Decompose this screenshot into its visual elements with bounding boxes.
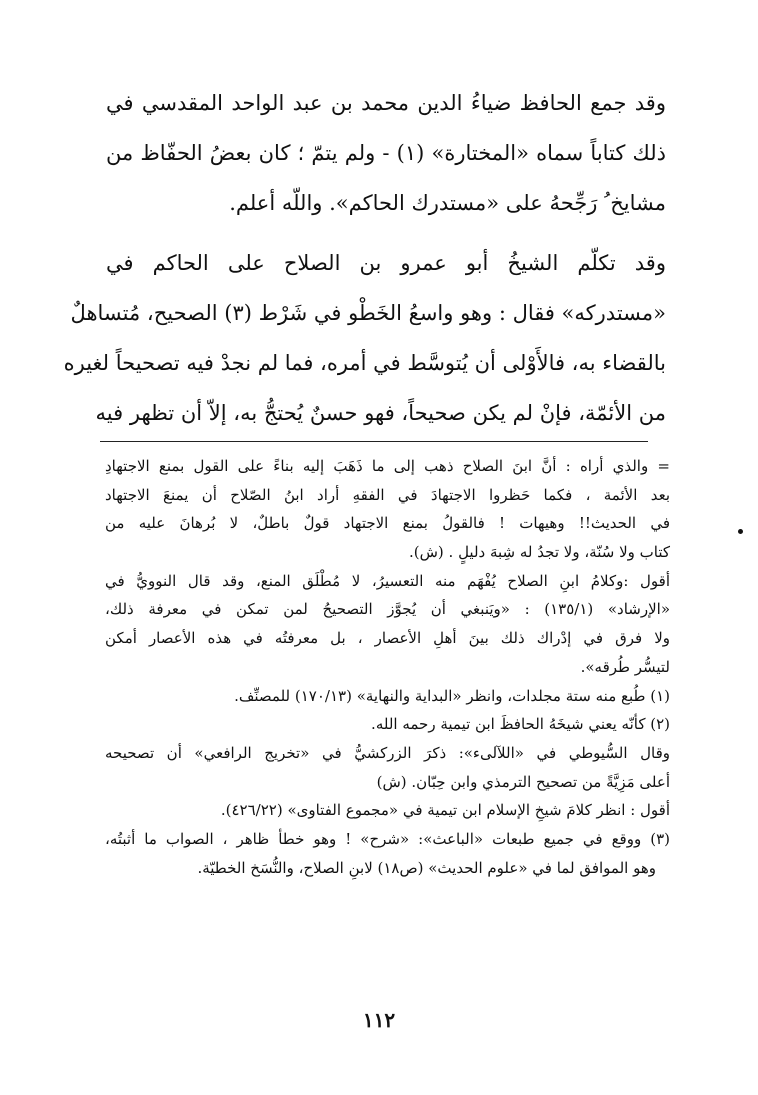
main-text	[63, 78, 666, 438]
footnotes	[105, 452, 670, 882]
paragraph-gap	[106, 228, 666, 238]
footnote-line: أعلى مَزِيَّةً من تصحيح الترمذي وابن حِبّان. (ش)	[376, 772, 670, 791]
footnote-line: بعد الأئمة ، فكما حَظروا الاجتهادَ في الفقهِ أراد ابنُ الصّلاح أن يمنعَ الاجتهاد	[105, 485, 670, 504]
footnote-line: وقال السُّيوطي في «اللآلىء»: ذكرَ الزركشيُّ في «تخريج الرافعي» أن تصحيحه	[105, 743, 670, 762]
footnote-line: ولا فرق في إدْراك ذلك بينَ أهلِ الأعصار ، بل معرفتُه في هذه الأعصار أمكن	[105, 629, 670, 648]
footnote-line: لتيسُّر طُرقه».	[580, 657, 670, 676]
footnote-line: = والذي أراه : أنَّ ابنَ الصلاح ذهب إلى ما ذَهَبَ إليه بناءً على القول بمنع الاجتهادِ	[105, 457, 670, 475]
page-number: ١١٢	[362, 1008, 396, 1032]
footnote-line: في الحديث!! وهيهات ! فالقولُ بمنع الاجتهاد قولٌ باطلٌ، لا بُرهانَ عليه من	[105, 514, 670, 533]
footnote-separator	[100, 441, 648, 442]
footnote-line: كتاب ولا سُنّة، ولا تجدُ له شِبهَ دليلٍ . (ش).	[408, 543, 670, 562]
main-line: من الأئمّة، فإنْ لم يكن صحيحاً، فهو حسنٌ يُحتجُّ به، إلاّ أن تظهر فيه	[95, 401, 666, 425]
margin-dot	[738, 529, 743, 534]
main-line: وقد جمع الحافظ ضياءُ الدين محمد بن عبد الواحد المقدسي في	[106, 91, 666, 115]
footnote-line: أقول : انظر كلامَ شيخِ الإسلام ابن تيمية في «مجموع الفتاوى» (٤٢٦/٢٢).	[220, 801, 670, 820]
main-line: ذلك كتاباً سماه «المختارة» (١) - ولم يتمّ ؛ كان بعضُ الحفّاظ من	[106, 141, 666, 165]
footnote-line: (٣) ووقع في جميع طبعات «الباعث»: «شرح» ! وهو خطأ ظاهر ، الصواب ما أثبتُه،	[105, 829, 670, 848]
footnote-line: وهو الموافق لما في «علوم الحديث» (ص١٨) لابنِ الصلاح، والنُّسَخ الخطيّة.	[197, 858, 656, 877]
footnote-line: (١) طُبع منه ستة مجلدات، وانظر «البداية والنهاية» (١٧٠/١٣) للمصنِّف.	[234, 686, 670, 705]
main-line: «مستدركه» فقال : وهو واسعُ الخَطْو في شَرْط (٣) الصحيح، مُتساهلٌ	[70, 301, 666, 325]
footnote-line: «الإرشاد» (١٣٥/١) : «ويَنبغي أن يُجوَّز التصحيحُ لمن تمكن في معرفة ذلك،	[105, 600, 671, 619]
footnote-line: (٢) كأنّه يعني شيخَهُ الحافظَ ابن تيمية رحمه الله.	[371, 715, 670, 734]
footnote-line: أقول :وكلامُ ابنِ الصلاح يُفْهَم منه التعسيرُ، لا مُطْلَق المنع، وقد قال النوويُّ في	[105, 571, 670, 590]
main-line: وقد تكلّم الشيخُ أبو عمرو بن الصلاح على الحاكم في	[106, 251, 666, 275]
main-line: مشايخ ُ رَجِّحهُ على «مستدرك الحاكم». واللّه أعلم.	[229, 191, 666, 215]
main-line: بالقضاء به، فالأَوْلى أن يُتوسَّط في أمره، فما لم نجدْ فيه تصحيحاً لغيره	[63, 351, 666, 375]
